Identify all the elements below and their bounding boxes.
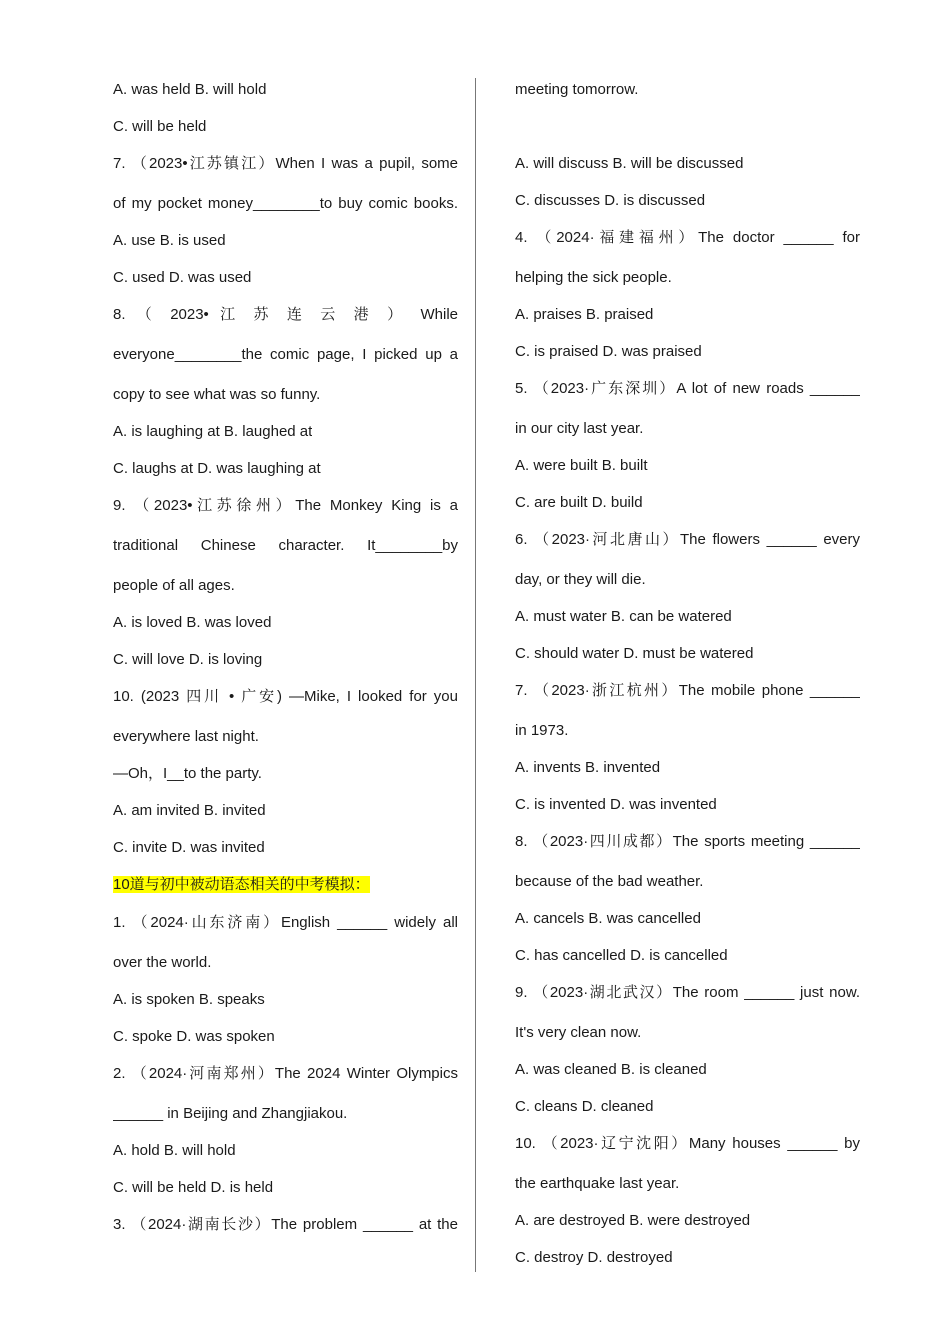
text-line: meeting tomorrow. [515, 81, 639, 98]
text-line: 7. （2023·浙江杭州）The mobile phone ______ [515, 682, 860, 699]
text-line: C. will be held [113, 118, 207, 135]
text-line: copy to see what was so funny. [113, 386, 321, 403]
text-line: C. laughs at D. was laughing at [113, 460, 321, 477]
text-line: C. used D. was used [113, 269, 252, 286]
text-line: C. will love D. is loving [113, 651, 263, 668]
text-line: A. must water B. can be watered [515, 608, 732, 625]
text-line: C. has cancelled D. is cancelled [515, 947, 728, 964]
column-divider [475, 78, 476, 1272]
text-line: helping the sick people. [515, 269, 672, 286]
text-line: C. is praised D. was praised [515, 343, 702, 360]
text-line: 1. （2024·山东济南）English ______ widely all [113, 914, 458, 931]
text-line: A. will discuss B. will be discussed [515, 155, 744, 172]
text-line: A. was cleaned B. is cleaned [515, 1061, 707, 1078]
text-line: A. am invited B. invited [113, 802, 266, 819]
text-line: C. discusses D. is discussed [515, 192, 706, 209]
text-line: 7. （2023•江苏镇江）When I was a pupil, some [113, 155, 458, 172]
text-line: A. was held B. will hold [113, 81, 267, 98]
text-line: It's very clean now. [515, 1024, 642, 1041]
text-line: C. spoke D. was spoken [113, 1028, 275, 1045]
text-line: A. use B. is used [113, 232, 226, 249]
text-line: people of all ages. [113, 577, 235, 594]
text-line: 10. (2023 四川 • 广安) —Mike, I looked for you [113, 688, 458, 705]
text-line: 9. （2023•江苏徐州）The Monkey King is a [113, 497, 458, 514]
text-line: the earthquake last year. [515, 1175, 680, 1192]
text-line: A. are destroyed B. were destroyed [515, 1212, 751, 1229]
text-line: traditional Chinese character. It________by [113, 537, 458, 554]
text-line: 3. （2024·湖南长沙）The problem ______ at the [113, 1216, 458, 1233]
text-line: A. is spoken B. speaks [113, 991, 265, 1008]
text-line: C. are built D. build [515, 494, 643, 511]
text-line: A. were built B. built [515, 457, 648, 474]
text-line: —Oh，I__to the party. [113, 765, 262, 782]
text-line: 5. （2023·广东深圳）A lot of new roads ______ [515, 380, 860, 397]
text-line: ______ in Beijing and Zhangjiakou. [113, 1105, 348, 1122]
text-line: 9. （2023·湖北武汉）The room ______ just now. [515, 984, 860, 1001]
text-line: A. invents B. invented [515, 759, 661, 776]
text-line: C. is invented D. was invented [515, 796, 717, 813]
text-line: C. destroy D. destroyed [515, 1249, 673, 1266]
text-line: in our city last year. [515, 420, 644, 437]
text-line: C. invite D. was invited [113, 839, 265, 856]
text-line: A. is loved B. was loved [113, 614, 272, 631]
text-line: of my pocket money________to buy comic books. [113, 195, 458, 212]
text-line: over the world. [113, 954, 212, 971]
text-line: 6. （2023·河北唐山）The flowers ______ every [515, 531, 860, 548]
text-line: because of the bad weather. [515, 873, 704, 890]
section-heading [113, 875, 370, 895]
section-heading-text: 10道与初中被动语态相关的中考模拟： [113, 876, 370, 893]
text-line: everyone________the comic page, I picked up a [113, 346, 458, 363]
text-line: C. should water D. must be watered [515, 645, 754, 662]
text-line: A. praises B. praised [515, 306, 654, 323]
text-line: everywhere last night. [113, 728, 259, 745]
text-line: 8. （ 2023• 江 苏 连 云 港 ） While [113, 306, 458, 323]
text-line: A. is laughing at B. laughed at [113, 423, 313, 440]
text-line: C. will be held D. is held [113, 1179, 274, 1196]
text-line: A. cancels B. was cancelled [515, 910, 701, 927]
text-line: 10. （2023·辽宁沈阳）Many houses ______ by [515, 1135, 860, 1152]
text-line: 8. （2023·四川成都）The sports meeting ______ [515, 833, 860, 850]
text-line: A. hold B. will hold [113, 1142, 236, 1159]
text-line: 2. （2024·河南郑州）The 2024 Winter Olympics [113, 1065, 458, 1082]
text-line: 4. （2024·福建福州）The doctor ______ for [515, 229, 860, 246]
text-line: day, or they will die. [515, 571, 646, 588]
text-line: C. cleans D. cleaned [515, 1098, 654, 1115]
text-line: in 1973. [515, 722, 569, 739]
